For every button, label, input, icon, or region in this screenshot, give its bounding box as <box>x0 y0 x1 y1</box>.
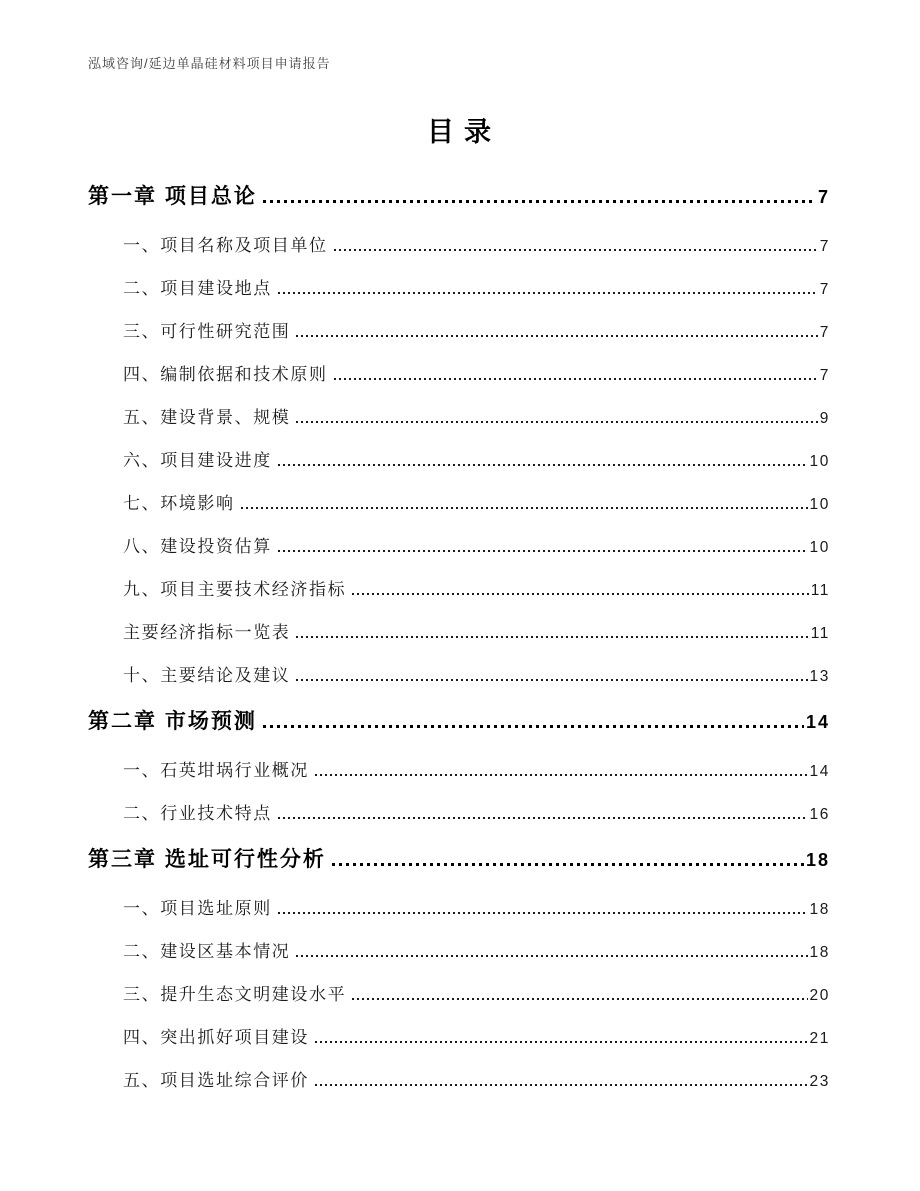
toc-entry-page: 7 <box>819 238 830 256</box>
toc-entry-page: 10 <box>809 496 830 514</box>
dot-leader <box>315 1041 808 1043</box>
dot-leader <box>263 200 816 203</box>
toc-entry[interactable] <box>88 268 830 311</box>
toc-entry-page: 16 <box>809 806 830 824</box>
toc-entry-label: 九、项目主要技术经济指标 <box>123 580 347 600</box>
toc-entry[interactable] <box>88 311 830 354</box>
toc-entry-page: 21 <box>809 1030 830 1048</box>
toc-entry-label: 一、项目名称及项目单位 <box>123 236 328 256</box>
toc-entry-page: 9 <box>819 410 830 428</box>
toc-entry-label: 一、石英坩埚行业概况 <box>123 761 309 781</box>
toc-entry-page: 18 <box>809 901 830 919</box>
dot-leader <box>296 335 817 337</box>
toc-entry[interactable] <box>88 1017 830 1060</box>
toc-entry-label: 六、项目建设进度 <box>123 451 272 471</box>
toc-entry[interactable] <box>88 655 830 698</box>
dot-leader <box>334 249 818 251</box>
toc-entry[interactable] <box>88 931 830 974</box>
toc-entry[interactable] <box>88 888 830 931</box>
toc-entry-label: 二、行业技术特点 <box>123 804 272 824</box>
toc-entry-page: 13 <box>809 668 830 686</box>
toc-entry[interactable] <box>88 397 830 440</box>
toc-entry[interactable] <box>88 750 830 793</box>
toc-entry-page: 18 <box>809 944 830 962</box>
toc-entry[interactable] <box>88 354 830 397</box>
toc-entry-label: 第三章 选址可行性分析 <box>88 848 326 872</box>
toc-entry-label: 五、建设背景、规模 <box>123 408 291 428</box>
dot-leader <box>332 863 804 866</box>
toc-entry-page: 11 <box>810 582 830 600</box>
toc-entry-page: 7 <box>819 281 830 299</box>
toc-entry-label: 三、可行性研究范围 <box>123 322 291 342</box>
dot-leader <box>296 679 807 681</box>
toc-entry-label: 四、突出抓好项目建设 <box>123 1028 309 1048</box>
dot-leader <box>296 955 807 957</box>
toc-entry-label: 二、建设区基本情况 <box>123 942 291 962</box>
toc-entry-page: 10 <box>809 539 830 557</box>
toc-entry[interactable] <box>88 974 830 1017</box>
dot-leader <box>263 725 804 728</box>
dot-leader <box>334 378 818 380</box>
toc-title: 目录 <box>427 117 501 148</box>
dot-leader <box>315 1084 808 1086</box>
toc-entry-chapter[interactable] <box>88 700 830 744</box>
dot-leader <box>296 636 808 638</box>
dot-leader <box>296 421 817 423</box>
document-header: 泓域咨询/延边单晶硅材料项目申请报告 <box>88 56 331 71</box>
toc-entry-label: 四、编制依据和技术原则 <box>123 365 328 385</box>
toc-entry-page: 14 <box>805 712 830 733</box>
toc-entry-page: 20 <box>809 987 830 1005</box>
toc-entry[interactable] <box>88 1060 830 1103</box>
toc-entry-label: 八、建设投资估算 <box>123 537 272 557</box>
toc-entry-page: 18 <box>805 850 830 871</box>
dot-leader <box>241 507 808 509</box>
toc-entry-page: 7 <box>819 367 830 385</box>
dot-leader <box>315 774 808 776</box>
toc-entry-chapter[interactable] <box>88 175 830 219</box>
toc-entry-label: 主要经济指标一览表 <box>123 623 291 643</box>
toc-entry-label: 十、主要结论及建议 <box>123 666 291 686</box>
toc-entry[interactable] <box>88 793 830 836</box>
toc-entry-label: 一、项目选址原则 <box>123 899 272 919</box>
toc-entry[interactable] <box>88 569 830 612</box>
dot-leader <box>278 817 808 819</box>
toc-entry-page: 23 <box>809 1073 830 1091</box>
toc-entry-page: 7 <box>819 324 830 342</box>
toc-entry-label: 三、提升生态文明建设水平 <box>123 985 347 1005</box>
toc-entry-label: 二、项目建设地点 <box>123 279 272 299</box>
toc-entry-label: 七、环境影响 <box>123 494 235 514</box>
toc-entry-page: 11 <box>810 625 830 643</box>
table-of-contents <box>88 175 830 1103</box>
toc-entry[interactable] <box>88 612 830 655</box>
toc-entry[interactable] <box>88 526 830 569</box>
toc-entry-label: 第一章 项目总论 <box>88 185 257 209</box>
toc-entry-label: 五、项目选址综合评价 <box>123 1071 309 1091</box>
toc-entry-page: 14 <box>809 763 830 781</box>
toc-entry[interactable] <box>88 483 830 526</box>
dot-leader <box>278 912 808 914</box>
toc-entry-label: 第二章 市场预测 <box>88 710 257 734</box>
toc-entry[interactable] <box>88 440 830 483</box>
toc-entry[interactable] <box>88 225 830 268</box>
dot-leader <box>278 550 808 552</box>
toc-entry-page: 7 <box>817 187 830 208</box>
dot-leader <box>352 593 809 595</box>
toc-entry-chapter[interactable] <box>88 838 830 882</box>
toc-entry-page: 10 <box>809 453 830 471</box>
dot-leader <box>278 464 808 466</box>
dot-leader <box>352 998 807 1000</box>
dot-leader <box>278 292 818 294</box>
